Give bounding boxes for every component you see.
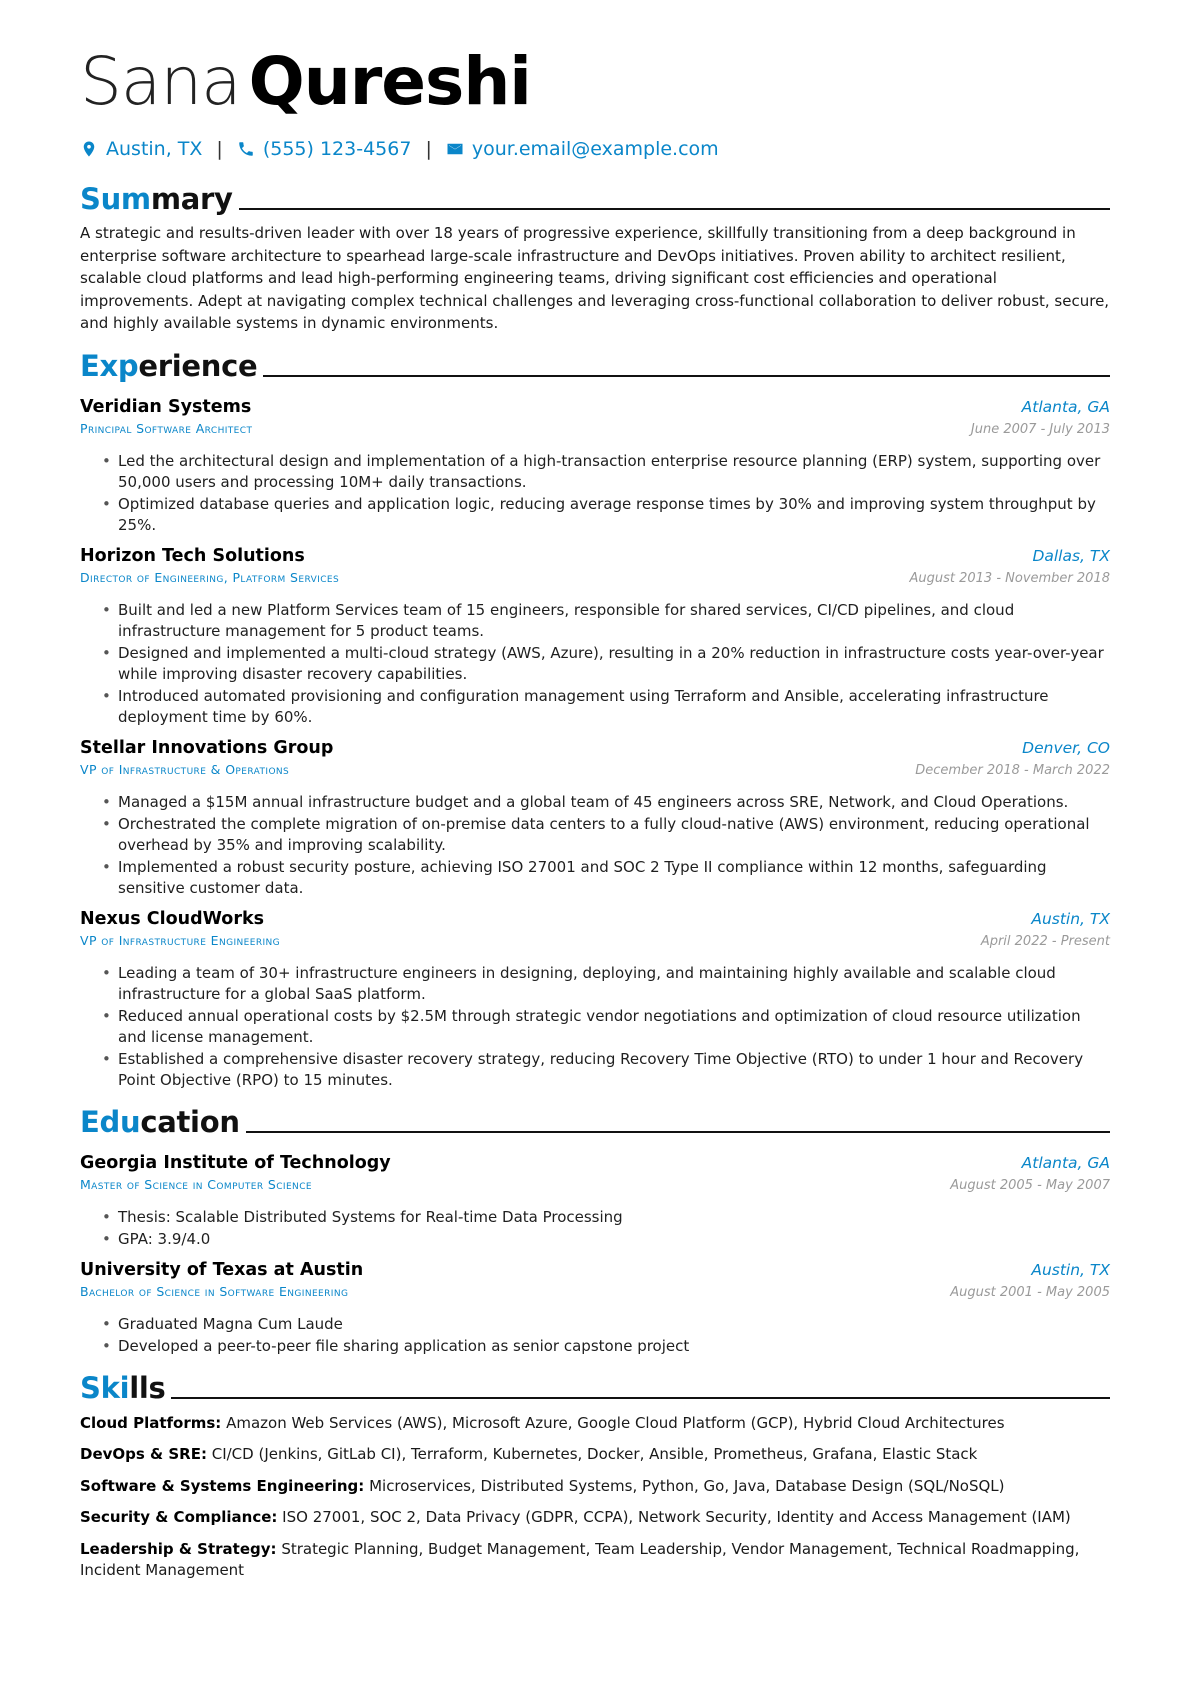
skill-value: CI/CD (Jenkins, GitLab CI), Terraform, Kubernetes, Docker, Ansible, Prometheus, Grafana, Elastic Stack (211, 1445, 978, 1463)
location-text: Austin, TX (106, 138, 203, 160)
experience-heading (80, 343, 1110, 383)
list-item: • GPA: 3.9/4.0 (118, 1229, 1110, 1250)
list-item: • Managed a $15M annual infrastructure budget and a global team of 45 engineers across SRE, Network, and Cloud Operations. (118, 792, 1110, 813)
section-rule (263, 375, 1110, 377)
employer-name: Horizon Tech Solutions (80, 545, 305, 566)
job-title: VP of Infrastructure & Operations (80, 761, 290, 777)
last-name: Qureshi (248, 43, 531, 120)
list-item: • Implemented a robust security posture, achieving ISO 27001 and SOC 2 Type II compliance within 12 months, safeguarding sensitive customer data. (118, 857, 1110, 899)
skill-label: DevOps & SRE: (80, 1445, 207, 1463)
list-item: • Designed and implemented a multi-cloud strategy (AWS, Azure), resulting in a 20% reduction in infrastructure costs year-over-year while improving disaster recovery capabilities. (118, 643, 1110, 685)
list-item: • Reduced annual operational costs by $2.5M through strategic vendor negotiations and optimization of cloud resource utilization and license management. (118, 1006, 1110, 1048)
job-bullets (80, 600, 1110, 728)
envelope-icon (446, 139, 464, 159)
job-title: VP of Infrastructure Engineering (80, 932, 281, 948)
skill-row (80, 1539, 1110, 1582)
job-bullets (80, 792, 1110, 899)
job-dates: August 2013 - November 2018 (909, 570, 1110, 586)
school-name: Georgia Institute of Technology (80, 1152, 391, 1173)
section-rule (171, 1397, 1110, 1399)
job-bullets (80, 451, 1110, 536)
education-bullets (80, 1314, 1110, 1357)
list-item: • Built and led a new Platform Services team of 15 engineers, responsible for shared services, CI/CD pipelines, and cloud infrastructure management for 5 product teams. (118, 600, 1110, 642)
list-item: • Led the architectural design and implementation of a high-transaction enterprise resource planning (ERP) system, supporting over 50,000 users and processing 10M+ daily transactions. (118, 451, 1110, 493)
skills-heading (80, 1365, 1110, 1405)
summary-title-highlight: Sum (80, 182, 151, 216)
skill-value: Microservices, Distributed Systems, Python, Go, Java, Database Design (SQL/NoSQL) (369, 1476, 1005, 1495)
contact-separator: | (425, 138, 432, 160)
education-dates: August 2001 - May 2005 (950, 1284, 1110, 1300)
skill-row (80, 1476, 1110, 1498)
section-rule (239, 208, 1110, 210)
skills-list (80, 1413, 1110, 1582)
employer-name: Nexus CloudWorks (80, 908, 265, 929)
section-rule (246, 1131, 1110, 1133)
summary-title-rest: mary (150, 182, 233, 216)
experience-title-highlight: Exp (80, 348, 139, 383)
job-dates: December 2018 - March 2022 (915, 762, 1110, 778)
school-name: University of Texas at Austin (80, 1259, 364, 1280)
employer-name: Veridian Systems (80, 396, 252, 417)
degree: Bachelor of Science in Software Engineering (80, 1283, 349, 1299)
education-title-highlight: Edu (80, 1104, 141, 1139)
summary-text: A strategic and results-driven leader with over 18 years of progressive experience, skillfully transitioning from a deep background in enterprise software architecture to spearhead large-scale infrastructure and DevOps initiatives. Proven ability to architect resilient, scalable cloud platforms and lead high-performing engineering teams, driving significant cost efficiencies and operational improvements. Adept at navigating complex technical challenges and leveraging cross-functional collaboration to deliver robust, secure, and highly available systems in dynamic environments. (80, 224, 1110, 332)
employer-name: Stellar Innovations Group (80, 737, 334, 758)
experience-entry (80, 909, 1110, 1091)
contact-email[interactable] (446, 138, 719, 160)
job-title: Director of Engineering, Platform Services (80, 569, 340, 585)
list-item: • Thesis: Scalable Distributed Systems for Real-time Data Processing (118, 1207, 1110, 1228)
job-location: Austin, TX (1031, 909, 1110, 928)
skills-title-highlight: Ski (80, 1370, 130, 1405)
first-name: Sana (80, 43, 241, 120)
skill-row (80, 1444, 1110, 1466)
education-title-rest: cation (140, 1104, 240, 1139)
summary-heading (80, 176, 1110, 216)
contact-separator: | (216, 138, 223, 160)
skill-value: Strategic Planning, Budget Management, Team Leadership, Vendor Management, Technical Roadmapping, Incident Management (80, 1539, 1080, 1579)
experience-entry (80, 397, 1110, 536)
education-entry (80, 1153, 1110, 1250)
education-bullets (80, 1207, 1110, 1250)
education-heading (80, 1099, 1110, 1139)
school-location: Atlanta, GA (1021, 1153, 1110, 1172)
experience-entry (80, 738, 1110, 899)
contact-location (80, 138, 202, 160)
skills-title-rest: lls (129, 1370, 166, 1405)
skill-row (80, 1507, 1110, 1529)
list-item: • Established a comprehensive disaster recovery strategy, reducing Recovery Time Objective (RTO) to under 1 hour and Recovery Point Objective (RPO) to 15 minutes. (118, 1049, 1110, 1091)
degree: Master of Science in Computer Science (80, 1176, 312, 1192)
map-pin-icon (80, 139, 98, 159)
list-item: • Introduced automated provisioning and configuration management using Terraform and Ansible, accelerating infrastructure deployment time by 60%. (118, 686, 1110, 728)
skill-label: Security & Compliance: (80, 1508, 278, 1526)
list-item: • Orchestrated the complete migration of on-premise data centers to a fully cloud-native (AWS) environment, reducing operational overhead by 35% and improving scalability. (118, 814, 1110, 856)
contact-bar (80, 134, 1110, 164)
skill-label: Software & Systems Engineering: (80, 1476, 365, 1495)
skill-row (80, 1413, 1110, 1435)
list-item: • Developed a peer-to-peer file sharing application as senior capstone project (118, 1336, 1110, 1357)
list-item: • Optimized database queries and application logic, reducing average response times by 30% and improving system throughput by 25%. (118, 494, 1110, 536)
skill-label: Leadership & Strategy: (80, 1539, 277, 1558)
experience-entry (80, 546, 1110, 728)
phone-text: (555) 123-4567 (262, 138, 412, 160)
job-location: Denver, CO (1022, 738, 1110, 757)
education-entry (80, 1260, 1110, 1357)
job-location: Dallas, TX (1032, 546, 1110, 565)
job-location: Atlanta, GA (1021, 397, 1110, 416)
candidate-name (80, 42, 1110, 122)
skill-label: Cloud Platforms: (80, 1413, 222, 1432)
email-text: your.email@example.com (471, 138, 719, 160)
job-dates: April 2022 - Present (980, 933, 1110, 949)
skill-value: ISO 27001, SOC 2, Data Privacy (GDPR, CCPA), Network Security, Identity and Access Management (IAM) (282, 1508, 1071, 1526)
school-location: Austin, TX (1031, 1260, 1110, 1279)
skill-value: Amazon Web Services (AWS), Microsoft Azure, Google Cloud Platform (GCP), Hybrid Cloud Architectures (226, 1413, 1005, 1432)
list-item: • Graduated Magna Cum Laude (118, 1314, 1110, 1335)
job-dates: June 2007 - July 2013 (970, 421, 1110, 437)
phone-icon (237, 139, 255, 159)
list-item: • Leading a team of 30+ infrastructure engineers in designing, deploying, and maintaining highly available and scalable cloud infrastructure for a global SaaS platform. (118, 963, 1110, 1005)
contact-phone[interactable] (237, 138, 412, 160)
job-title: Principal Software Architect (80, 420, 253, 436)
job-bullets (80, 963, 1110, 1091)
education-dates: August 2005 - May 2007 (950, 1177, 1110, 1193)
experience-title-rest: erience (138, 348, 258, 383)
